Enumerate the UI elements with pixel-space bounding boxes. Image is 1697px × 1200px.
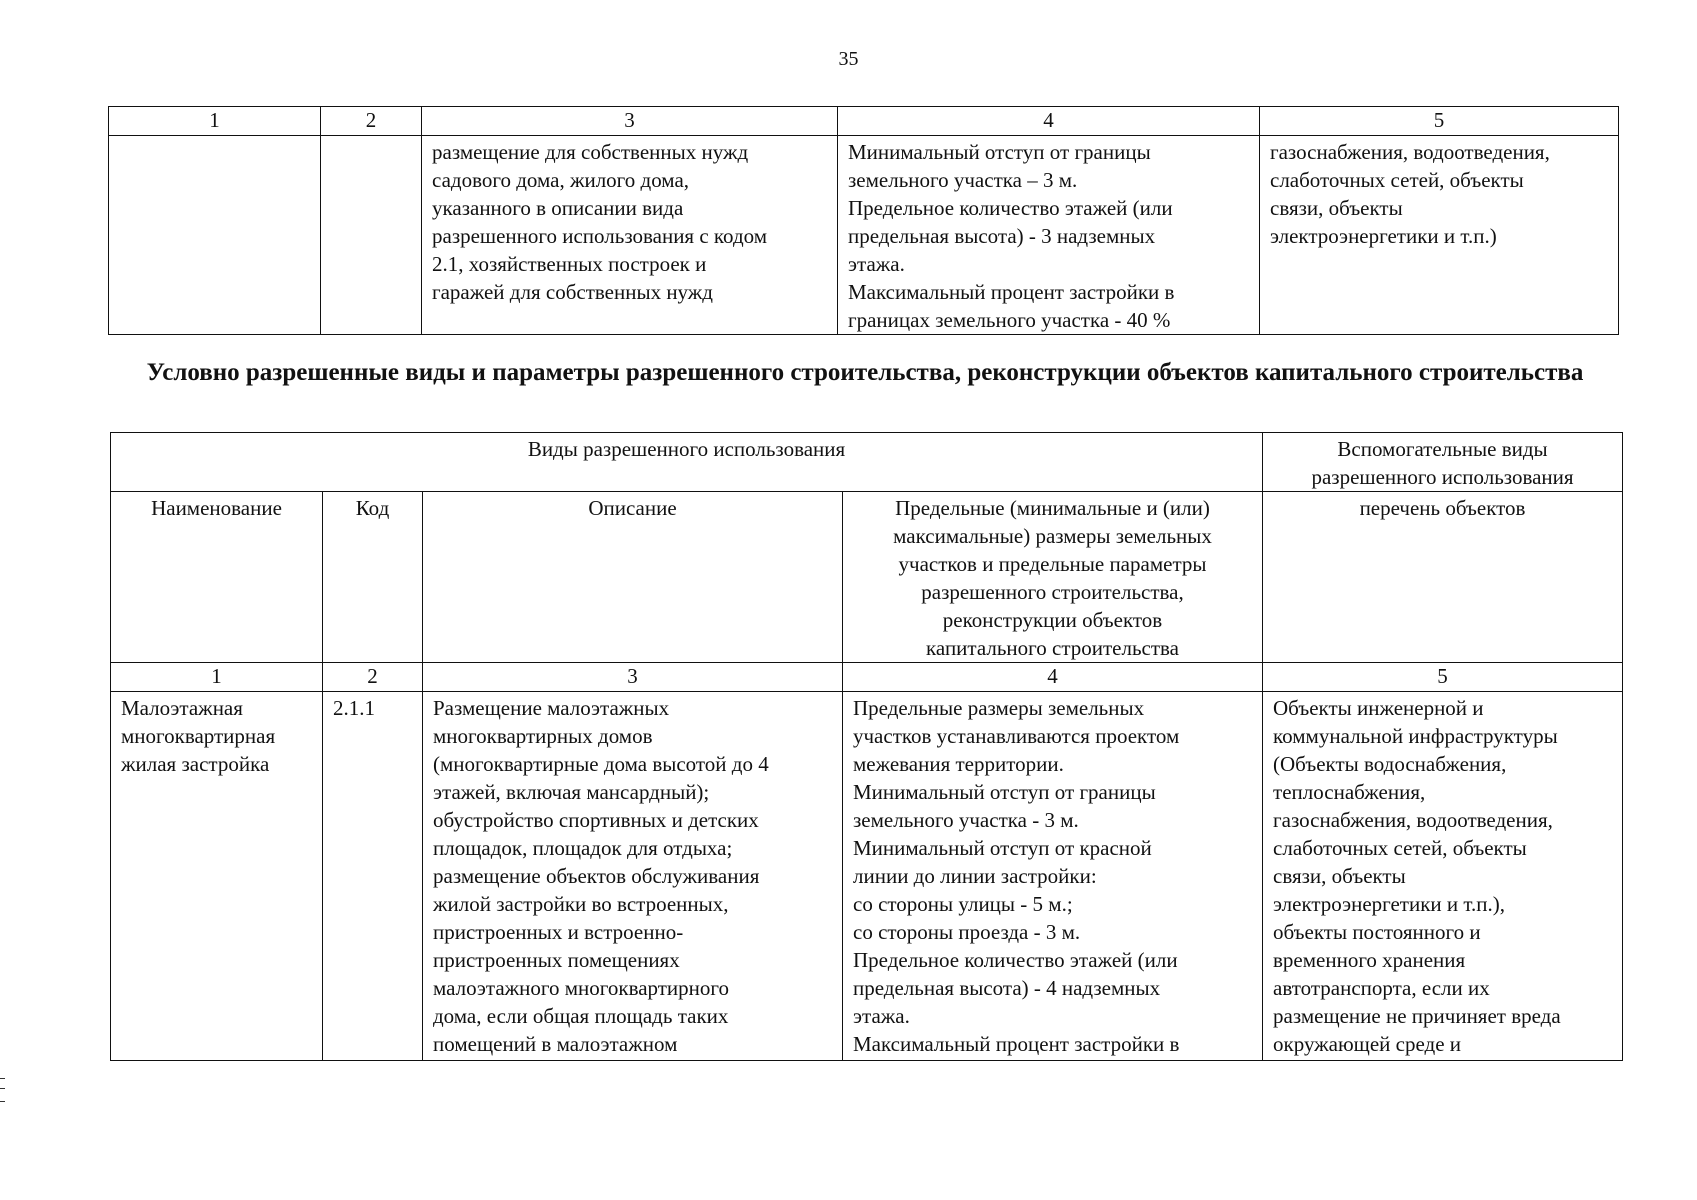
- header-parameters: Предельные (минимальные и (или) максимальные) размеры земельных участков и предельные параметры разрешенного строительства, реконструкции объектов капитального строительства: [843, 492, 1263, 663]
- name-cell: [111, 692, 323, 1061]
- group-header: Виды разрешенного использования: [111, 433, 1263, 492]
- parameters-cell: [843, 692, 1263, 1061]
- column-number: 1: [109, 107, 321, 136]
- auxiliary-text: Объекты инженерной и коммунальной инфраструктуры (Объекты водоснабжения, теплоснабжения, газоснабжения, водоотведения, слаботочных сетей, объекты связи, объекты электроэнергетики и т.п.), объекты постоянного и временного хранения автотранспорта, если их размещение не причиняет вреда окружающей среде и: [1273, 696, 1561, 1056]
- section-heading: Условно разрешенные виды и параметры разрешенного строительства, реконструкции объектов капитального строительства: [146, 359, 1584, 386]
- auxiliary-cell: [1263, 692, 1623, 1061]
- column-number-row: [109, 107, 1619, 136]
- code-text: 2.1.1: [333, 696, 375, 720]
- column-number: 3: [423, 663, 843, 692]
- name-cell: [109, 136, 321, 335]
- column-number-row: [111, 663, 1623, 692]
- parameters-text: Минимальный отступ от границы земельного участка – 3 м. Предельное количество этажей (или предельная высота) - 3 надземных этажа. Максимальный процент застройки в границах земельного участка - 40 %: [848, 140, 1175, 332]
- column-number: 1: [111, 663, 323, 692]
- column-number: 4: [843, 663, 1263, 692]
- top-table: [108, 106, 1619, 335]
- main-table: [110, 432, 1623, 1061]
- column-number: 2: [323, 663, 423, 692]
- header-description: Описание: [423, 492, 843, 663]
- column-header-row: [111, 492, 1623, 663]
- code-cell: [323, 692, 423, 1061]
- description-text: Размещение малоэтажных многоквартирных домов (многоквартирные дома высотой до 4 этажей, включая мансардный); обустройство спортивных и детских площадок, площадок для отдыха; размещение объектов обслуживания жилой застройки во встроенных, пристроенных и встроенно- пристроенных помещениях малоэтажного многоквартирного дома, если общая площадь таких помещений в малоэтажном: [433, 696, 769, 1056]
- header-code: Код: [323, 492, 423, 663]
- auxiliary-text: газоснабжения, водоотведения, слаботочных сетей, объекты связи, объекты электроэнергетики и т.п.): [1270, 140, 1550, 248]
- description-cell: [422, 136, 838, 335]
- column-number: 5: [1263, 663, 1623, 692]
- aux-header: Вспомогательные виды разрешенного использования: [1263, 433, 1623, 492]
- table-row: [111, 692, 1623, 1061]
- description-text: размещение для собственных нужд садового дома, жилого дома, указанного в описании вида разрешенного использования с кодом 2.1, хозяйственных построек и гаражей для собственных нужд: [432, 140, 768, 304]
- margin-mark: [0, 1078, 5, 1102]
- header-auxiliary: перечень объектов: [1263, 492, 1623, 663]
- code-cell: [321, 136, 422, 335]
- column-number: 5: [1260, 107, 1619, 136]
- parameters-text: Предельные размеры земельных участков устанавливаются проектом межевания территории. Минимальный отступ от границы земельного участка - 3 м. Минимальный отступ от красной линии до линии застройки: со стороны улицы - 5 м.; со стороны проезда - 3 м. Предельное количество этажей (или предельная высота) - 4 надземных этажа. Максимальный процент застройки в: [853, 696, 1180, 1056]
- column-number: 2: [321, 107, 422, 136]
- column-number: 4: [838, 107, 1260, 136]
- table-row: [109, 136, 1619, 335]
- auxiliary-cell: [1260, 136, 1619, 335]
- header-name: Наименование: [111, 492, 323, 663]
- page-number: 35: [838, 48, 859, 70]
- description-cell: [423, 692, 843, 1061]
- name-text: Малоэтажная многоквартирная жилая застройка: [121, 696, 276, 776]
- column-number: 3: [422, 107, 838, 136]
- group-header-row: [111, 433, 1623, 492]
- parameters-cell: [838, 136, 1260, 335]
